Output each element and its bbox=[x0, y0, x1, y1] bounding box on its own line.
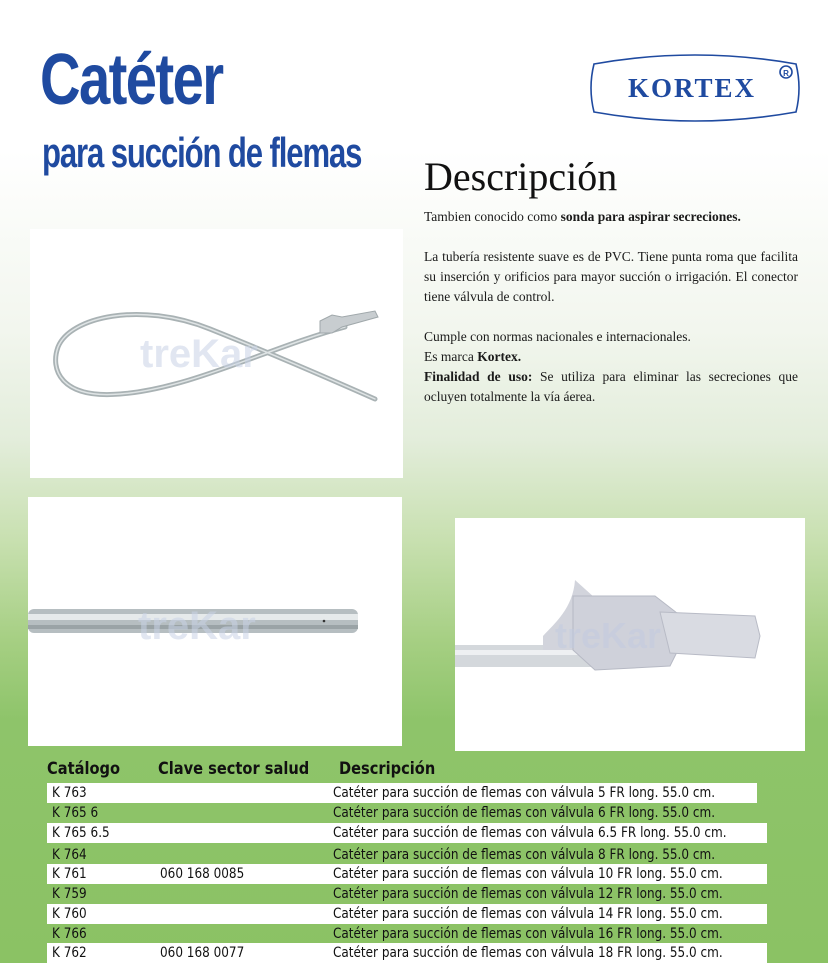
svg-text:treKar: treKar bbox=[555, 615, 662, 656]
table-row bbox=[0, 803, 828, 823]
cell-catalog: K 762 bbox=[52, 945, 87, 961]
page-subtitle: para succión de flemas bbox=[42, 129, 362, 176]
table-row bbox=[0, 823, 828, 843]
cell-description: Catéter para succión de flemas con válvula 6.5 FR long. 55.0 cm. bbox=[333, 825, 727, 841]
product-photo-full bbox=[30, 229, 403, 478]
cell-description: Catéter para succión de flemas con válvula 6 FR long. 55.0 cm. bbox=[333, 805, 716, 821]
description-body bbox=[424, 207, 798, 407]
table-row bbox=[0, 943, 828, 963]
description-paragraph-3: Cumple con normas nacionales e internacionales. bbox=[424, 329, 691, 344]
cell-catalog: K 763 bbox=[52, 785, 87, 801]
svg-text:R: R bbox=[783, 69, 789, 78]
cell-description: Catéter para succión de flemas con válvula 12 FR long. 55.0 cm. bbox=[333, 886, 723, 902]
table-row bbox=[0, 845, 828, 865]
description-paragraph-2: La tubería resistente suave es de PVC. Tiene punta roma que facilita su inserción y orificios para mayor succión o irrigación. El conector tiene válvula de control. bbox=[424, 249, 798, 304]
cell-catalog: K 764 bbox=[52, 847, 87, 863]
table-header bbox=[0, 756, 828, 782]
svg-text:treKar: treKar bbox=[138, 604, 256, 648]
cell-catalog: K 765 6.5 bbox=[52, 825, 110, 841]
catheter-tip-image bbox=[28, 497, 402, 746]
cell-catalog: K 761 bbox=[52, 866, 87, 882]
table-row bbox=[0, 783, 828, 803]
cell-clave: 060 168 0085 bbox=[160, 866, 245, 882]
svg-text:treKar: treKar bbox=[140, 332, 258, 376]
table-row bbox=[0, 904, 828, 924]
header-catalog: Catálogo bbox=[47, 759, 121, 779]
catheter-loop-image bbox=[30, 229, 403, 478]
description-paragraph-4: Es marca Kortex. bbox=[424, 349, 522, 364]
logo-badge-icon bbox=[588, 50, 802, 126]
cell-description: Catéter para succión de flemas con válvula 10 FR long. 55.0 cm. bbox=[333, 866, 723, 882]
header-description: Descripción bbox=[339, 759, 436, 779]
cell-catalog: K 765 6 bbox=[52, 805, 99, 821]
cell-description: Catéter para succión de flemas con válvula 5 FR long. 55.0 cm. bbox=[333, 785, 716, 801]
cell-description: Catéter para succión de flemas con válvula 18 FR long. 55.0 cm. bbox=[333, 945, 723, 961]
header-clave: Clave sector salud bbox=[158, 759, 310, 779]
cell-description: Catéter para succión de flemas con válvula 14 FR long. 55.0 cm. bbox=[333, 906, 723, 922]
page-title: Catéter bbox=[40, 40, 223, 120]
table-row bbox=[0, 884, 828, 904]
description-paragraph-5: Finalidad de uso: Se utiliza para eliminar las secreciones que ocluyen totalmente la vía áerea. bbox=[424, 369, 798, 404]
kortex-logo bbox=[588, 50, 802, 126]
product-photo-connector bbox=[455, 518, 805, 751]
product-photo-tip bbox=[28, 497, 402, 746]
description-heading: Descripción bbox=[424, 154, 618, 199]
cell-catalog: K 759 bbox=[52, 886, 87, 902]
cell-description: Catéter para succión de flemas con válvula 8 FR long. 55.0 cm. bbox=[333, 847, 716, 863]
description-paragraph-1: Tambien conocido como sonda para aspirar secreciones. bbox=[424, 209, 741, 224]
logo-text: KORTEX bbox=[627, 73, 757, 103]
table-row bbox=[0, 864, 828, 884]
table-row bbox=[0, 924, 828, 944]
cell-catalog: K 766 bbox=[52, 926, 87, 942]
cell-catalog: K 760 bbox=[52, 906, 87, 922]
cell-description: Catéter para succión de flemas con válvula 16 FR long. 55.0 cm. bbox=[333, 926, 723, 942]
cell-clave: 060 168 0077 bbox=[160, 945, 245, 961]
catheter-connector-image bbox=[455, 518, 805, 751]
